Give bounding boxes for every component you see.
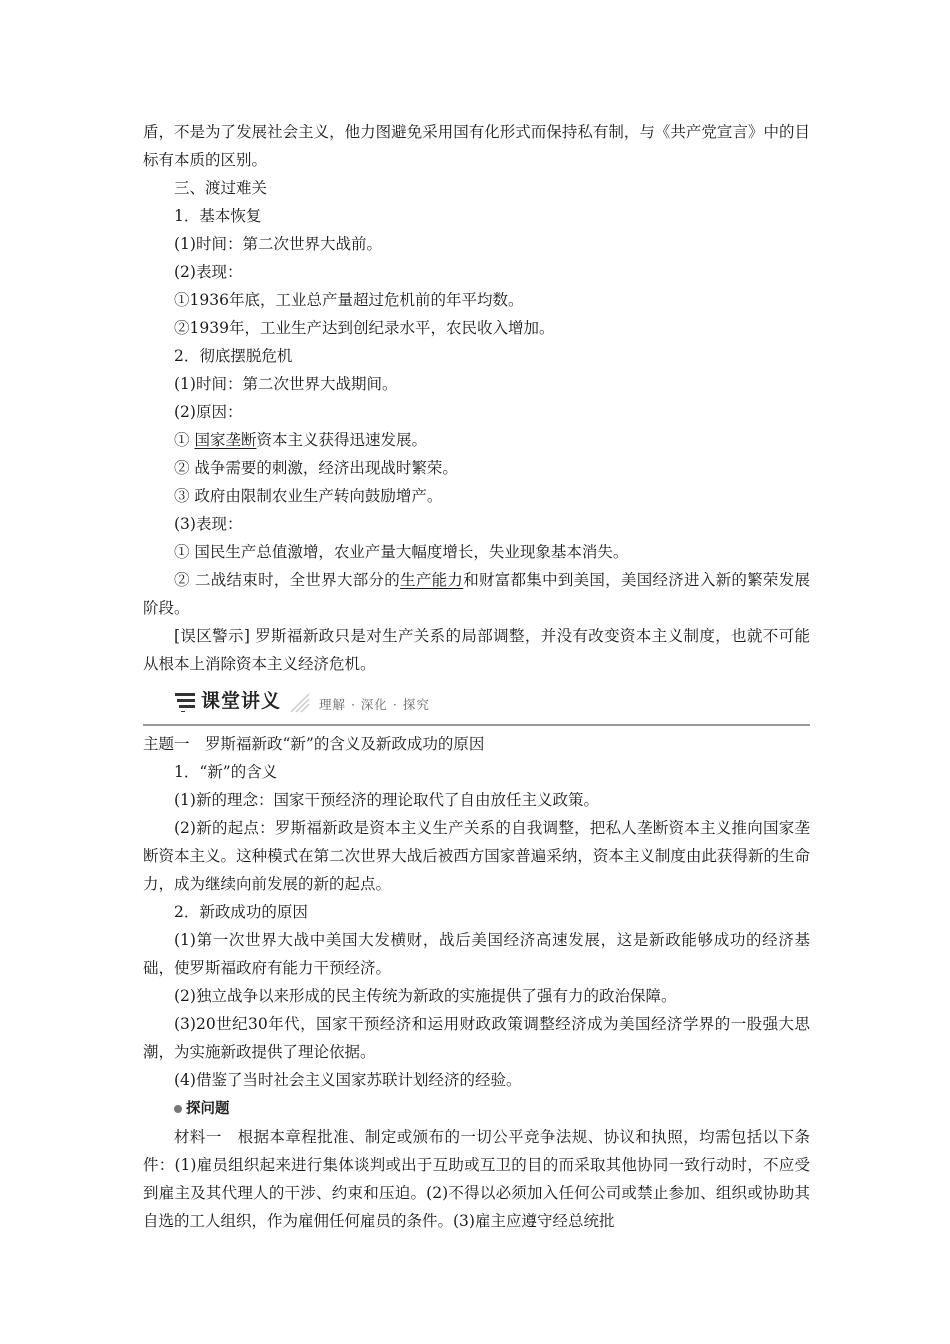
banner-title: 课堂讲义	[201, 690, 282, 712]
list-item: (2)表现：	[174, 263, 243, 281]
list-item: (2)独立战争以来形成的民主传统为新政的实施提供了强有力的政治保障。	[174, 987, 677, 1005]
list-item	[143, 566, 810, 622]
list-item: ② 战争需要的刺激，经济出现战时繁荣。	[174, 459, 458, 477]
question-label-text: 探问题	[186, 1101, 230, 1117]
paragraph: 盾，不是为了发展社会主义，他力图避免采用国有化形式而保持私有制，与《共产党宣言》中的目标有本质的区别。	[143, 123, 810, 169]
list-item	[143, 426, 810, 454]
list-item: (1)时间：第二次世界大战期间。	[174, 375, 398, 393]
page-content	[143, 118, 810, 1235]
list-item: ②1939年，工业生产达到创纪录水平，农民收入增加。	[174, 319, 555, 337]
question-label	[143, 1094, 810, 1123]
list-item: (2)新的起点：罗斯福新政是资本主义生产关系的自我调整，把私人垄断资本主义推向国家垄断资本主义。这种模式在第二次世界大战后被西方国家普遍采纳，资本主义制度由此获得新的生命力，成为继续向前发展的新的起点。	[143, 819, 810, 893]
hatch-icon	[289, 692, 311, 714]
text: ② 二战结束时，全世界大部分的	[174, 571, 401, 589]
list-item: ③ 政府由限制农业生产转向鼓励增产。	[174, 487, 443, 505]
subheading-meaning: 1．“新”的含义	[174, 763, 278, 781]
list-item: (1)新的理念：国家干预经济的理论取代了自由放任主义政策。	[174, 791, 599, 809]
list-item: (1)第一次世界大战中美国大发横财，战后美国经济高速发展，这是新政能够成功的经济基础，使罗斯福政府有能力干预经济。	[143, 931, 810, 977]
subheading-reasons: 2．新政成功的原因	[174, 903, 308, 921]
warning-note: [误区警示] 罗斯福新政只是对生产关系的局部调整，并没有改变资本主义制度，也就不可能从根本上消除资本主义经济危机。	[143, 627, 810, 673]
text: 和财富都集中到美国，美国经济进入新的繁荣发展阶段。	[143, 571, 810, 617]
subheading-recovery: 1．基本恢复	[174, 207, 262, 225]
stripes-icon	[175, 692, 197, 712]
underlined-term: 生产能力	[400, 571, 464, 589]
list-item: (3)20世纪30年代，国家干预经济和运用财政政策调整经济成为美国经济学界的一股强大思潮，为实施新政提供了理论依据。	[143, 1015, 810, 1061]
section-banner	[143, 684, 810, 726]
topic-heading: 主题一 罗斯福新政“新”的含义及新政成功的原因	[143, 735, 485, 753]
subheading-escape-crisis: 2．彻底摆脱危机	[174, 347, 293, 365]
list-item: (1)时间：第二次世界大战前。	[174, 235, 382, 253]
list-item: ①1936年底，工业总产量超过危机前的年平均数。	[174, 291, 524, 309]
underlined-term: 国家垄断	[194, 431, 257, 449]
list-item: (4)借鉴了当时社会主义国家苏联计划经济的经验。	[174, 1071, 522, 1089]
text: ①	[174, 431, 195, 449]
list-item: ① 国民生产总值激增，农业产量大幅度增长，失业现象基本消失。	[174, 543, 629, 561]
list-item: (3)表现：	[174, 515, 243, 533]
text: 资本主义获得迅速发展。	[256, 431, 427, 449]
material-paragraph: 材料一 根据本章程批准、制定或颁布的一切公平竞争法规、协议和执照，均需包括以下条件：(1)雇员组织起来进行集体谈判或出于互助或互卫的目的而采取其他协同一致行动时，不应受到雇主及其代理人的干涉、约束和压迫。(2)不得以必须加入任何公司或禁止参加、组织或协助其自选的工人组织，作为雇佣任何雇员的条件。(3)雇主应遵守经总统批	[143, 1128, 810, 1230]
list-item: (2)原因：	[174, 403, 243, 421]
banner-subtitle: 理解 · 深化 · 探究	[319, 697, 430, 712]
heading-overcome: 三、渡过难关	[174, 179, 268, 197]
bullet-icon	[174, 1105, 182, 1113]
